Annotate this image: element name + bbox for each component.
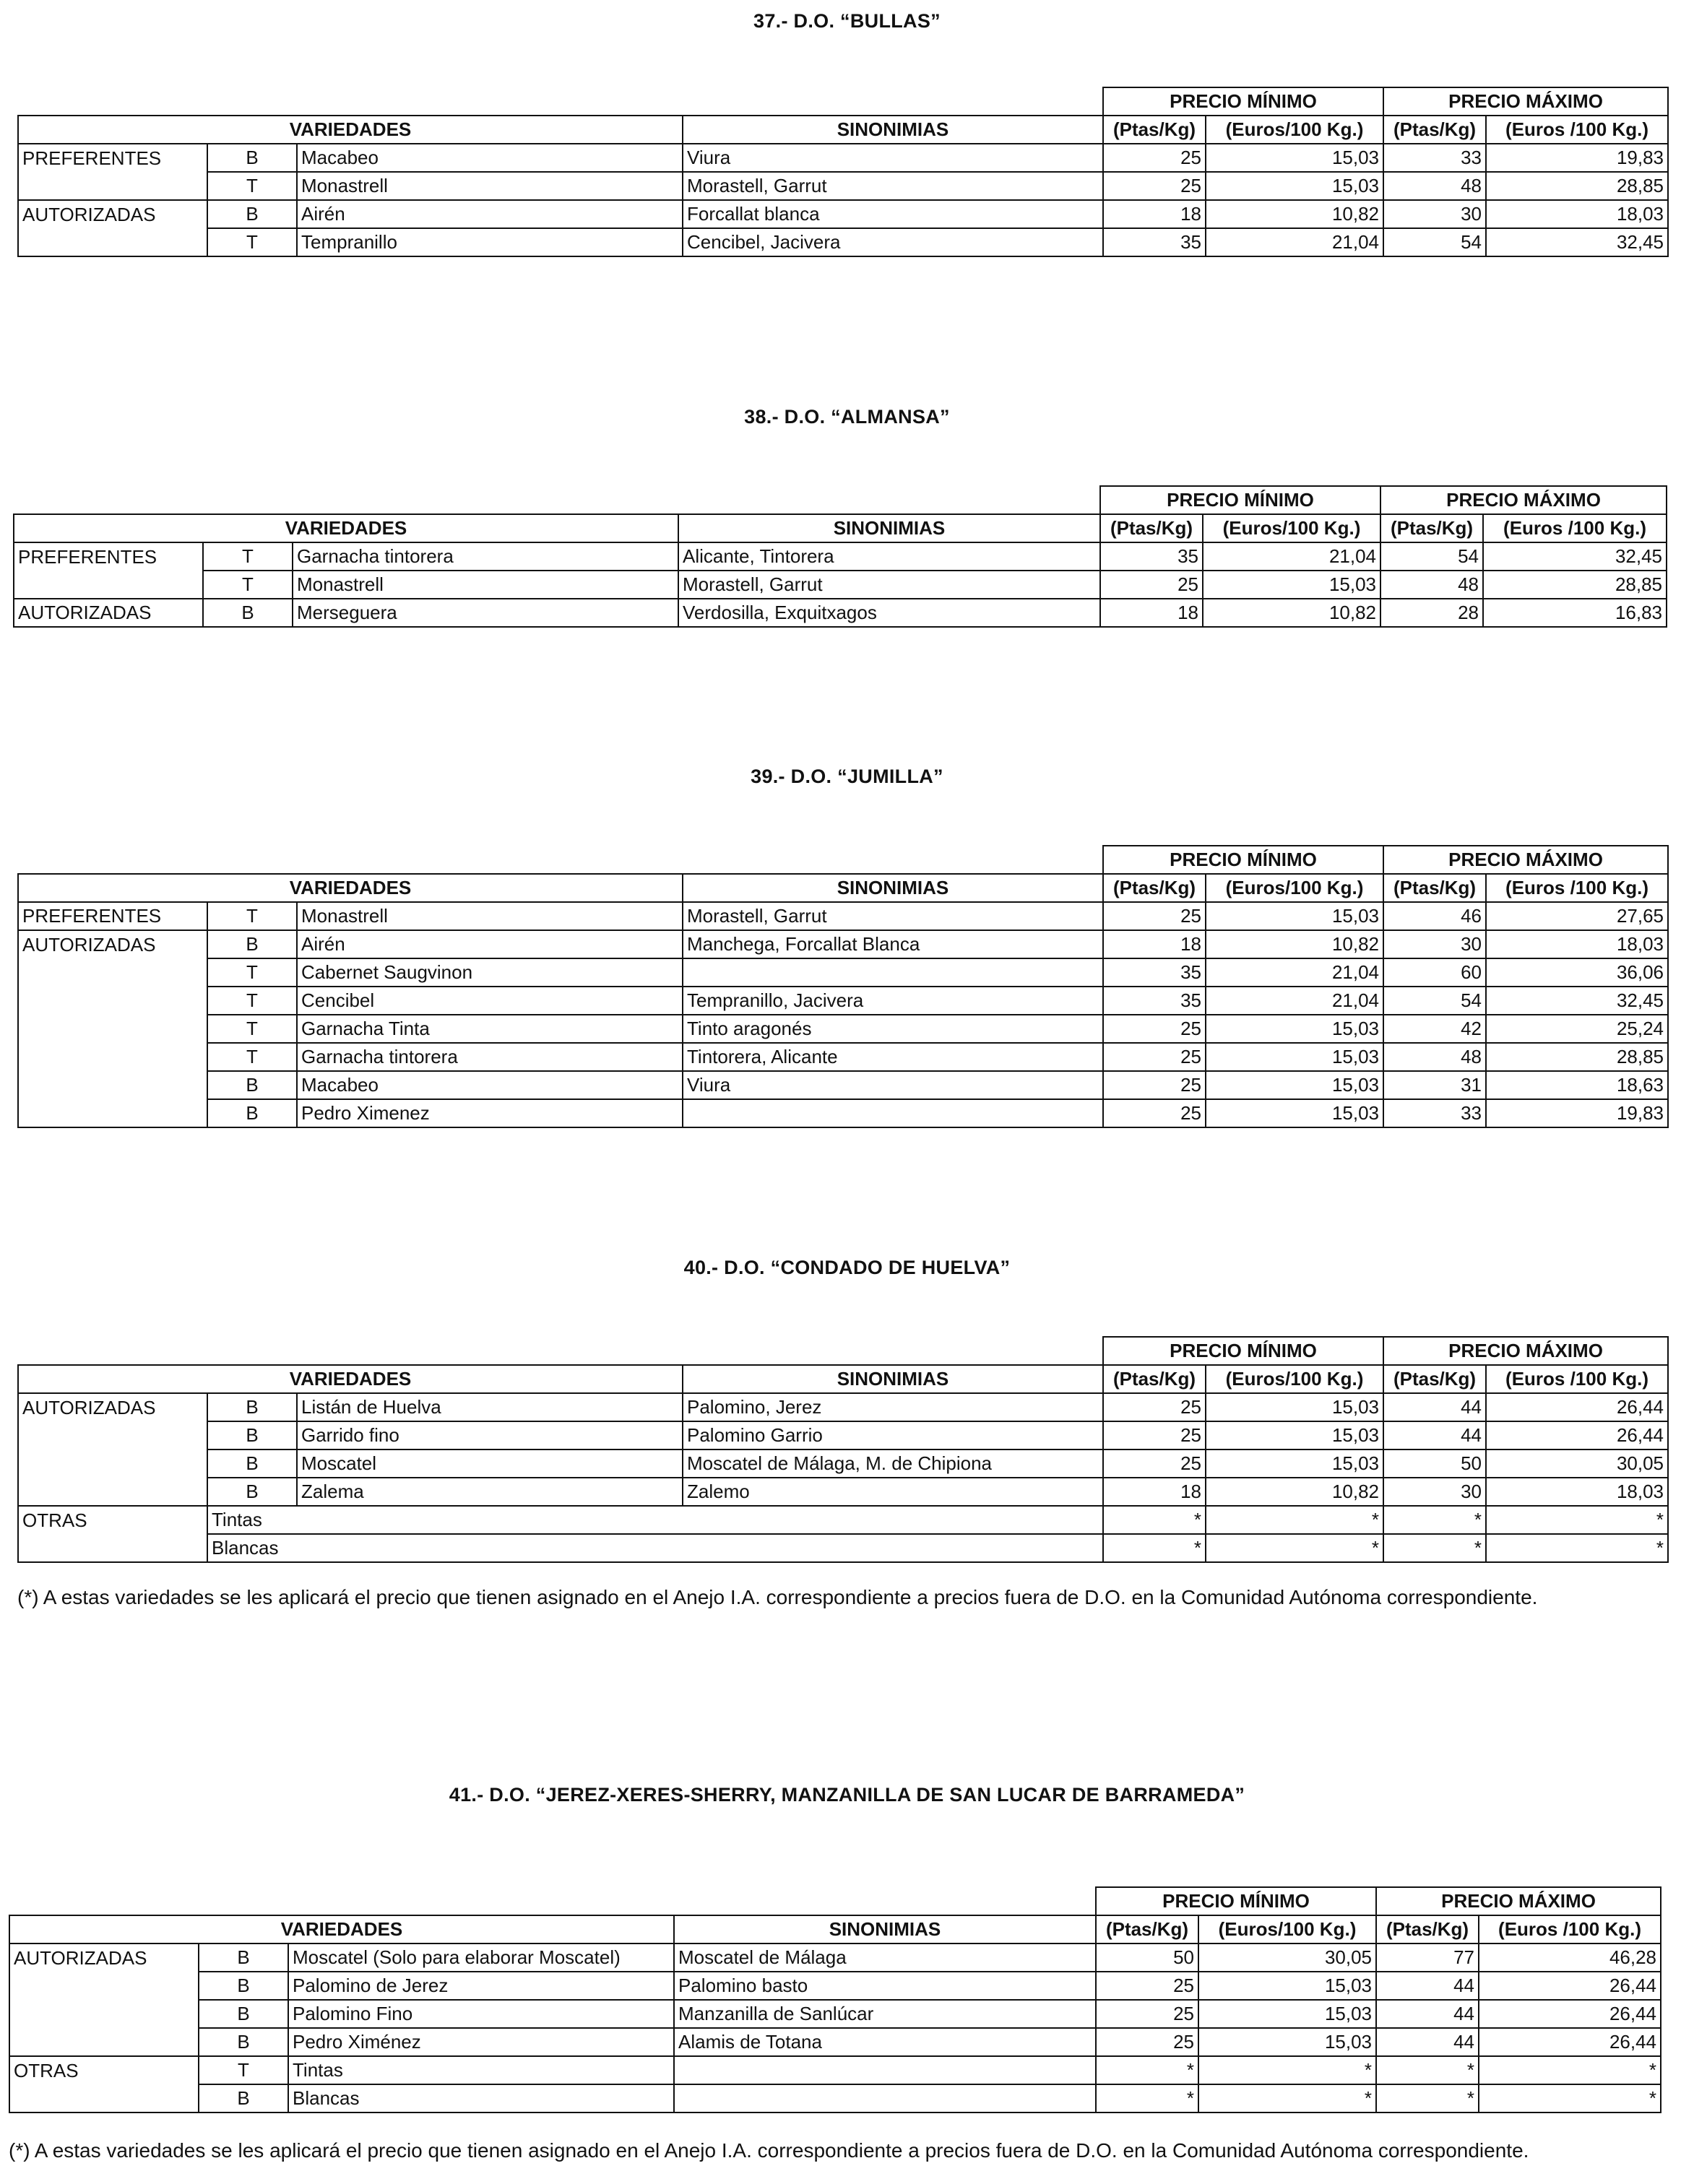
min-ptas: * [1096,2056,1198,2084]
category-cell [18,1043,207,1071]
min-euros: 10,82 [1206,200,1383,228]
max-ptas: 44 [1383,1393,1486,1421]
min-ptas: 25 [1103,1071,1206,1099]
max-ptas: 42 [1383,1015,1486,1043]
min-euros: 15,03 [1206,1043,1383,1071]
table-row [18,1099,1668,1127]
min-euros: 15,03 [1206,172,1383,200]
synonyms: Viura [683,144,1103,172]
max-ptas: 30 [1383,200,1486,228]
table-row [18,1071,1668,1099]
min-ptas: * [1096,2084,1198,2112]
color-code: B [207,1071,297,1099]
color-code: B [203,599,293,627]
variety-name: Blancas [207,1534,1103,1562]
synonyms: Morastell, Garrut [683,172,1103,200]
synonyms: Forcallat blanca [683,200,1103,228]
variety-name: Cabernet Saugvinon [297,958,683,987]
synonyms [674,2084,1096,2112]
synonyms: Tintorera, Alicante [683,1043,1103,1071]
synonyms: Morastell, Garrut [683,902,1103,930]
min-euros: * [1206,1506,1383,1534]
euros-header: (Euros /100 Kg.) [1483,514,1667,542]
max-euros: 32,45 [1486,228,1668,256]
min-ptas: 50 [1096,1944,1198,1972]
price-table-condado-de-huelva [17,1336,1669,1563]
max-euros: 26,44 [1486,1393,1668,1421]
category-cell [18,228,207,256]
max-euros: 26,44 [1479,2028,1661,2056]
max-ptas: 33 [1383,144,1486,172]
table-row [18,902,1668,930]
variety-name: Monastrell [293,571,678,599]
min-euros: 15,03 [1203,571,1380,599]
color-code: T [207,987,297,1015]
precio-minimo-header: PRECIO MÍNIMO [1096,1887,1376,1915]
synonyms: Zalemo [683,1478,1103,1506]
table-row [9,2028,1661,2056]
table-row [18,200,1668,228]
category-cell [9,2028,199,2056]
max-ptas: 48 [1383,1043,1486,1071]
euros-header: (Euros /100 Kg.) [1486,116,1668,144]
synonyms: Moscatel de Málaga, M. de Chipiona [683,1450,1103,1478]
category-cell: PREFERENTES [14,542,203,571]
category-cell: AUTORIZADAS [14,599,203,627]
max-euros: 26,44 [1479,1972,1661,2000]
synonyms: Cencibel, Jacivera [683,228,1103,256]
min-euros: 15,03 [1198,2028,1376,2056]
variety-name: Moscatel [297,1450,683,1478]
max-euros: 32,45 [1486,987,1668,1015]
variedades-header: VARIEDADES [18,116,683,144]
euros-header: (Euros/100 Kg.) [1206,1365,1383,1393]
footnote: (*) A estas variedades se les aplicará el precio que tienen asignado en el Anejo I.A. correspondiente a precios fuera de D.O. en la Comunidad Autónoma correspondiente. [9,2139,1529,2162]
category-cell [18,1534,207,1562]
max-ptas: * [1383,1506,1486,1534]
max-euros: 25,24 [1486,1015,1668,1043]
table-row [18,1450,1668,1478]
category-cell [14,571,203,599]
category-cell: OTRAS [9,2056,199,2084]
min-euros: 15,03 [1206,902,1383,930]
max-ptas: 54 [1383,987,1486,1015]
category-cell: AUTORIZADAS [18,1393,207,1421]
max-euros: 26,44 [1479,2000,1661,2028]
footnote: (*) A estas variedades se les aplicará el precio que tienen asignado en el Anejo I.A. correspondiente a precios fuera de D.O. en la Comunidad Autónoma correspondiente. [17,1586,1538,1608]
max-ptas: 44 [1376,2000,1479,2028]
max-euros: 46,28 [1479,1944,1661,1972]
synonyms [683,958,1103,987]
min-euros: 15,03 [1198,1972,1376,2000]
section-title: 38.- D.O. “ALMANSA” [744,406,950,428]
precio-minimo-header: PRECIO MÍNIMO [1103,846,1383,874]
max-euros: 28,85 [1483,571,1667,599]
min-ptas: 35 [1103,958,1206,987]
variety-name: Palomino de Jerez [288,1972,674,2000]
color-code: B [199,1944,288,1972]
color-code: B [207,144,297,172]
min-ptas: 25 [1103,1099,1206,1127]
min-euros: 21,04 [1206,958,1383,987]
synonyms: Palomino Garrio [683,1421,1103,1450]
table-row [9,2084,1661,2112]
price-table-almansa [13,485,1667,628]
section-title: 41.- D.O. “JEREZ-XERES-SHERRY, MANZANILLA DE SAN LUCAR DE BARRAMEDA” [449,1784,1245,1806]
ptas-header: (Ptas/Kg) [1103,1365,1206,1393]
synonyms [674,2056,1096,2084]
euros-header: (Euros /100 Kg.) [1479,1915,1661,1944]
min-ptas: 25 [1096,2000,1198,2028]
min-ptas: 18 [1103,1478,1206,1506]
section-title: 39.- D.O. “JUMILLA” [751,766,943,787]
max-ptas: 44 [1376,1972,1479,2000]
sinonimias-header: SINONIMIAS [674,1915,1096,1944]
min-euros: 30,05 [1198,1944,1376,1972]
min-ptas: 25 [1103,1043,1206,1071]
min-euros: 15,03 [1206,1071,1383,1099]
synonyms: Tempranillo, Jacivera [683,987,1103,1015]
category-cell [9,2000,199,2028]
variety-name: Garnacha tintorera [297,1043,683,1071]
min-euros: 15,03 [1198,2000,1376,2028]
table-row [14,599,1667,627]
color-code: B [207,1478,297,1506]
color-code: B [207,1421,297,1450]
color-code: B [199,2084,288,2112]
max-euros: 27,65 [1486,902,1668,930]
min-ptas: 25 [1103,1421,1206,1450]
precio-minimo-header: PRECIO MÍNIMO [1103,87,1383,116]
category-cell [18,1015,207,1043]
max-ptas: 31 [1383,1071,1486,1099]
table-row [9,1944,1661,1972]
color-code: B [207,200,297,228]
synonyms: Moscatel de Málaga [674,1944,1096,1972]
precio-maximo-header: PRECIO MÁXIMO [1383,1337,1668,1365]
color-code: B [207,1099,297,1127]
min-ptas: 18 [1103,200,1206,228]
max-euros: * [1486,1506,1668,1534]
variedades-header: VARIEDADES [9,1915,674,1944]
variety-name: Tintas [288,2056,674,2084]
category-cell: AUTORIZADAS [18,930,207,958]
variety-name: Airén [297,200,683,228]
variety-name: Palomino Fino [288,2000,674,2028]
synonyms: Morastell, Garrut [678,571,1100,599]
color-code: T [207,958,297,987]
variety-name: Monastrell [297,172,683,200]
category-cell [18,958,207,987]
min-euros: 15,03 [1206,1015,1383,1043]
min-euros: 21,04 [1203,542,1380,571]
min-euros: 21,04 [1206,228,1383,256]
min-ptas: 18 [1100,599,1203,627]
max-ptas: 44 [1376,2028,1479,2056]
max-euros: 18,03 [1486,1478,1668,1506]
table-row [9,2000,1661,2028]
color-code: T [199,2056,288,2084]
min-ptas: 25 [1103,1450,1206,1478]
min-ptas: 35 [1100,542,1203,571]
color-code: B [199,2028,288,2056]
synonyms [683,1099,1103,1127]
euros-header: (Euros/100 Kg.) [1198,1915,1376,1944]
table-row [14,571,1667,599]
precio-minimo-header: PRECIO MÍNIMO [1103,1337,1383,1365]
color-code: B [199,2000,288,2028]
variety-name: Tintas [207,1506,1103,1534]
precio-maximo-header: PRECIO MÁXIMO [1383,846,1668,874]
euros-header: (Euros/100 Kg.) [1203,514,1380,542]
max-ptas: 33 [1383,1099,1486,1127]
variety-name: Zalema [297,1478,683,1506]
variety-name: Cencibel [297,987,683,1015]
section-title: 40.- D.O. “CONDADO DE HUELVA” [683,1257,1011,1278]
sinonimias-header: SINONIMIAS [683,1365,1103,1393]
min-ptas: 25 [1096,1972,1198,2000]
max-euros: 18,63 [1486,1071,1668,1099]
variedades-header: VARIEDADES [18,874,683,902]
min-ptas: 18 [1103,930,1206,958]
max-euros: * [1486,1534,1668,1562]
table-row [18,987,1668,1015]
min-ptas: 25 [1103,144,1206,172]
max-euros: 26,44 [1486,1421,1668,1450]
variety-name: Garrido fino [297,1421,683,1450]
table-row [18,1421,1668,1450]
category-cell: PREFERENTES [18,144,207,172]
variety-name: Listán de Huelva [297,1393,683,1421]
max-euros: 32,45 [1483,542,1667,571]
category-cell [9,2084,199,2112]
min-euros: 10,82 [1206,930,1383,958]
precio-maximo-header: PRECIO MÁXIMO [1380,486,1667,514]
variety-name: Moscatel (Solo para elaborar Moscatel) [288,1944,674,1972]
ptas-header: (Ptas/Kg) [1100,514,1203,542]
max-ptas: 54 [1380,542,1483,571]
max-euros: 18,03 [1486,930,1668,958]
min-euros: 15,03 [1206,144,1383,172]
variety-name: Pedro Ximénez [288,2028,674,2056]
variedades-header: VARIEDADES [14,514,678,542]
precio-minimo-header: PRECIO MÍNIMO [1100,486,1380,514]
variety-name: Garnacha tintorera [293,542,678,571]
max-euros: * [1479,2056,1661,2084]
ptas-header: (Ptas/Kg) [1383,116,1486,144]
category-cell: AUTORIZADAS [18,200,207,228]
table-row [18,1043,1668,1071]
color-code: B [207,930,297,958]
color-code: T [207,228,297,256]
synonyms: Alicante, Tintorera [678,542,1100,571]
min-euros: 10,82 [1203,599,1380,627]
ptas-header: (Ptas/Kg) [1376,1915,1479,1944]
category-cell [18,1450,207,1478]
synonyms: Verdosilla, Exquitxagos [678,599,1100,627]
category-cell: OTRAS [18,1506,207,1534]
synonyms: Viura [683,1071,1103,1099]
category-cell: AUTORIZADAS [9,1944,199,1972]
min-ptas: 25 [1103,1015,1206,1043]
max-ptas: * [1376,2084,1479,2112]
table-row [9,2056,1661,2084]
max-euros: 30,05 [1486,1450,1668,1478]
max-ptas: 48 [1380,571,1483,599]
category-cell [9,1972,199,2000]
synonyms: Palomino basto [674,1972,1096,2000]
variety-name: Pedro Ximenez [297,1099,683,1127]
min-euros: 15,03 [1206,1421,1383,1450]
table-row [18,1478,1668,1506]
color-code: T [203,571,293,599]
color-code: T [207,172,297,200]
max-euros: * [1479,2084,1661,2112]
min-ptas: * [1103,1534,1206,1562]
max-ptas: * [1376,2056,1479,2084]
max-ptas: 77 [1376,1944,1479,1972]
min-euros: * [1206,1534,1383,1562]
precio-maximo-header: PRECIO MÁXIMO [1376,1887,1661,1915]
min-euros: 15,03 [1206,1450,1383,1478]
min-euros: 15,03 [1206,1099,1383,1127]
min-ptas: 25 [1096,2028,1198,2056]
synonyms: Alamis de Totana [674,2028,1096,2056]
table-row [18,1393,1668,1421]
sinonimias-header: SINONIMIAS [678,514,1100,542]
synonyms: Manzanilla de Sanlúcar [674,2000,1096,2028]
ptas-header: (Ptas/Kg) [1383,1365,1486,1393]
min-euros: * [1198,2084,1376,2112]
max-ptas: 48 [1383,172,1486,200]
ptas-header: (Ptas/Kg) [1096,1915,1198,1944]
table-row [18,172,1668,200]
table-row [18,1534,1668,1562]
max-euros: 16,83 [1483,599,1667,627]
variety-name: Merseguera [293,599,678,627]
euros-header: (Euros /100 Kg.) [1486,1365,1668,1393]
table-row [18,1506,1668,1534]
max-euros: 36,06 [1486,958,1668,987]
max-euros: 28,85 [1486,172,1668,200]
section-title: 37.- D.O. “BULLAS” [753,10,941,32]
sinonimias-header: SINONIMIAS [683,874,1103,902]
category-cell: PREFERENTES [18,902,207,930]
max-ptas: * [1383,1534,1486,1562]
max-ptas: 30 [1383,930,1486,958]
max-euros: 19,83 [1486,144,1668,172]
min-ptas: 25 [1100,571,1203,599]
synonyms: Palomino, Jerez [683,1393,1103,1421]
table-row [18,958,1668,987]
table-row [18,930,1668,958]
variedades-header: VARIEDADES [18,1365,683,1393]
max-ptas: 54 [1383,228,1486,256]
synonyms: Tinto aragonés [683,1015,1103,1043]
table-row [18,228,1668,256]
synonyms: Manchega, Forcallat Blanca [683,930,1103,958]
max-ptas: 28 [1380,599,1483,627]
variety-name: Blancas [288,2084,674,2112]
variety-name: Macabeo [297,1071,683,1099]
variety-name: Airén [297,930,683,958]
min-euros: 10,82 [1206,1478,1383,1506]
ptas-header: (Ptas/Kg) [1380,514,1483,542]
euros-header: (Euros/100 Kg.) [1206,116,1383,144]
variety-name: Monastrell [297,902,683,930]
category-cell [18,172,207,200]
ptas-header: (Ptas/Kg) [1383,874,1486,902]
max-ptas: 30 [1383,1478,1486,1506]
max-euros: 28,85 [1486,1043,1668,1071]
color-code: T [203,542,293,571]
max-euros: 18,03 [1486,200,1668,228]
color-code: T [207,1015,297,1043]
color-code: B [207,1393,297,1421]
table-row [14,542,1667,571]
euros-header: (Euros/100 Kg.) [1206,874,1383,902]
table-row [9,1972,1661,2000]
min-ptas: 25 [1103,902,1206,930]
price-table-jumilla [17,845,1669,1128]
max-euros: 19,83 [1486,1099,1668,1127]
color-code: T [207,902,297,930]
min-ptas: 25 [1103,172,1206,200]
min-ptas: 35 [1103,228,1206,256]
max-ptas: 50 [1383,1450,1486,1478]
ptas-header: (Ptas/Kg) [1103,116,1206,144]
precio-maximo-header: PRECIO MÁXIMO [1383,87,1668,116]
category-cell [18,1421,207,1450]
min-euros: 21,04 [1206,987,1383,1015]
ptas-header: (Ptas/Kg) [1103,874,1206,902]
table-row [18,1015,1668,1043]
min-euros: * [1198,2056,1376,2084]
min-euros: 15,03 [1206,1393,1383,1421]
price-table-jerez [9,1886,1661,2113]
color-code: B [199,1972,288,2000]
sinonimias-header: SINONIMIAS [683,116,1103,144]
category-cell [18,1099,207,1127]
min-ptas: 35 [1103,987,1206,1015]
variety-name: Macabeo [297,144,683,172]
price-table-bullas [17,87,1669,257]
max-ptas: 60 [1383,958,1486,987]
min-ptas: 25 [1103,1393,1206,1421]
variety-name: Tempranillo [297,228,683,256]
max-ptas: 44 [1383,1421,1486,1450]
min-ptas: * [1103,1506,1206,1534]
category-cell [18,987,207,1015]
variety-name: Garnacha Tinta [297,1015,683,1043]
max-ptas: 46 [1383,902,1486,930]
table-row [18,144,1668,172]
color-code: T [207,1043,297,1071]
color-code: B [207,1450,297,1478]
euros-header: (Euros /100 Kg.) [1486,874,1668,902]
category-cell [18,1478,207,1506]
category-cell [18,1071,207,1099]
